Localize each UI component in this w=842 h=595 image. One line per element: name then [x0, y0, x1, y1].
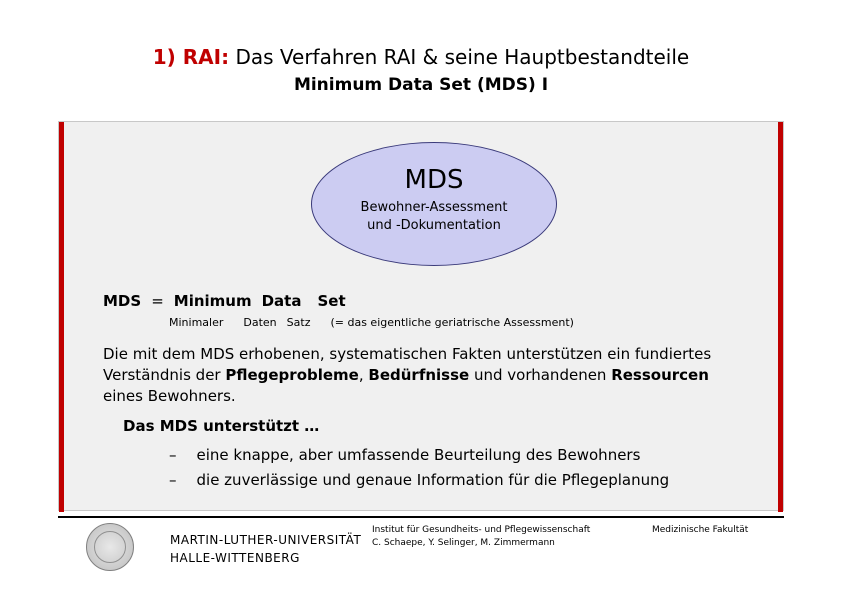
paragraph-part-4: eines Bewohners. — [103, 387, 236, 405]
slide-title-line — [0, 44, 842, 70]
university-logo — [86, 523, 362, 571]
bullet-marker-icon: – — [169, 471, 177, 489]
paragraph-part-2: , — [358, 366, 369, 384]
bullet-text: eine knappe, aber umfassende Beurteilung des Bewohners — [196, 446, 641, 464]
panel-accent-right — [778, 122, 783, 512]
footer-divider — [58, 516, 784, 518]
mds-ellipse — [311, 142, 557, 266]
content-panel — [58, 121, 784, 511]
paragraph-bold-3: Ressourcen — [611, 366, 709, 384]
footer-institute-line1: Institut für Gesundheits- und Pflegewissenschaft — [372, 525, 591, 535]
university-logo-text — [170, 531, 361, 567]
mds-equation-word2: Data — [261, 292, 302, 310]
mds-ellipse-subtitle-line1: Bewohner-Assessment — [360, 200, 508, 215]
mds-gloss-word3: Satz — [286, 316, 311, 329]
paragraph-bold-1: Pflegeprobleme — [225, 366, 359, 384]
slide-subtitle: Minimum Data Set (MDS) I — [293, 75, 549, 95]
panel-accent-left — [59, 122, 64, 512]
support-subheading: Das MDS unterstützt … — [123, 417, 320, 435]
slide-title-block — [0, 44, 842, 97]
mds-ellipse-title: MDS — [404, 165, 464, 195]
mds-equation-equals: = — [151, 292, 164, 310]
mds-gloss-word2: Daten — [243, 316, 277, 329]
mds-gloss-note: (= das eigentliche geriatrische Assessment) — [330, 316, 574, 329]
university-name-line1: MARTIN-LUTHER-UNIVERSITÄT — [170, 533, 362, 547]
footer-institute — [372, 524, 590, 550]
mds-equation-abbr: MDS — [103, 292, 142, 310]
paragraph-part-3: und vorhandenen — [469, 366, 612, 384]
title-prefix: 1) RAI: — [152, 45, 230, 69]
list-item — [169, 443, 669, 468]
mds-ellipse-subtitle-line2: und -Dokumentation — [367, 218, 501, 233]
bullet-marker-icon: – — [169, 446, 177, 464]
mds-ellipse-subtitle — [312, 199, 556, 235]
mds-equation-gloss — [169, 316, 574, 329]
paragraph-part-1: Die mit dem MDS erhobenen, systematischen Fakten unterstützen ein fundiertes Verständnis der — [103, 345, 712, 384]
mds-gloss-word1: Minimaler — [169, 316, 224, 329]
mds-equation-word3: Set — [317, 292, 346, 310]
mds-equation — [103, 292, 346, 310]
support-bullet-list — [169, 443, 669, 493]
mds-description-paragraph — [103, 344, 753, 407]
bullet-text: die zuverlässige und genaue Information für die Pflegeplanung — [196, 471, 670, 489]
mds-equation-word1: Minimum — [173, 292, 252, 310]
list-item — [169, 468, 669, 493]
paragraph-bold-2: Bedürfnisse — [368, 366, 470, 384]
university-name-line2: HALLE-WITTENBERG — [170, 551, 300, 565]
title-main: Das Verfahren RAI & seine Hauptbestandteile — [235, 45, 690, 69]
university-seal-icon — [86, 523, 134, 571]
footer-institute-line2: C. Schaepe, Y. Selinger, M. Zimmermann — [372, 538, 555, 548]
footer-faculty: Medizinische Fakultät — [652, 525, 749, 535]
